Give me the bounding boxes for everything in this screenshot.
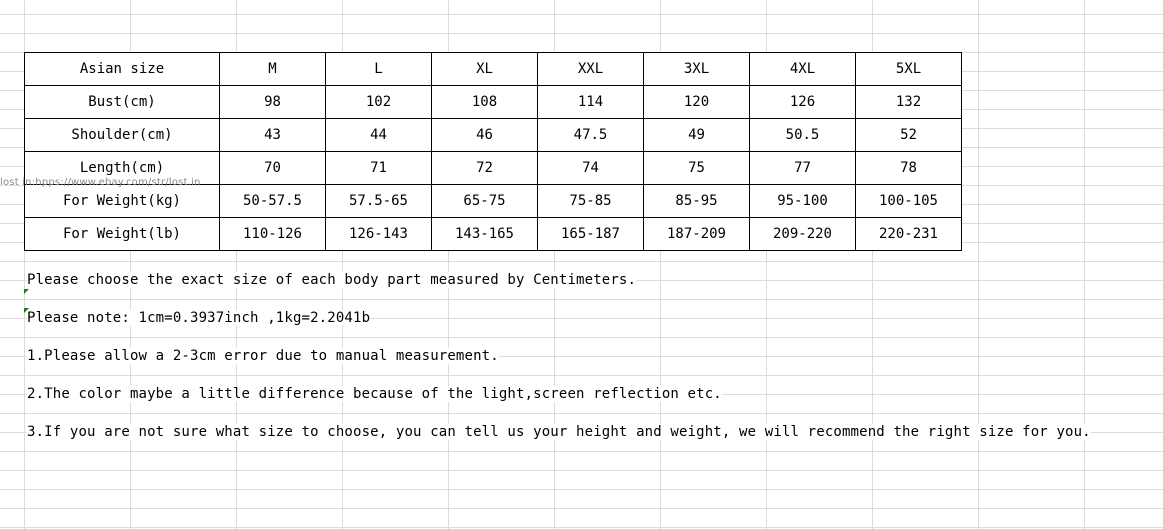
header-cell: 5XL	[856, 53, 962, 86]
table-cell: 120	[644, 86, 750, 119]
table-cell: 52	[856, 119, 962, 152]
table-cell: 46	[432, 119, 538, 152]
table-cell: 70	[220, 152, 326, 185]
row-label: Shoulder(cm)	[25, 119, 220, 152]
table-cell: 65-75	[432, 185, 538, 218]
comment-marker-icon	[24, 289, 29, 294]
row-label: For Weight(kg)	[25, 185, 220, 218]
header-cell: 3XL	[644, 53, 750, 86]
table-cell: 102	[326, 86, 432, 119]
table-cell: 187-209	[644, 218, 750, 251]
table-cell: 132	[856, 86, 962, 119]
table-cell: 85-95	[644, 185, 750, 218]
table-cell: 209-220	[750, 218, 856, 251]
note-measurement-error: 1.Please allow a 2-3cm error due to manual measurement.	[27, 348, 499, 364]
table-cell: 75-85	[538, 185, 644, 218]
header-cell: Asian size	[25, 53, 220, 86]
row-label: For Weight(lb)	[25, 218, 220, 251]
table-cell: 114	[538, 86, 644, 119]
table-cell: 78	[856, 152, 962, 185]
table-cell: 50-57.5	[220, 185, 326, 218]
note-color-difference: 2.The color maybe a little difference because of the light,screen reflection etc.	[27, 386, 722, 402]
table-cell: 44	[326, 119, 432, 152]
table-cell: 49	[644, 119, 750, 152]
row-label: Bust(cm)	[25, 86, 220, 119]
table-row	[25, 185, 962, 218]
table-header-row	[25, 53, 962, 86]
table-cell: 220-231	[856, 218, 962, 251]
table-cell: 98	[220, 86, 326, 119]
table-cell: 74	[538, 152, 644, 185]
note-size-recommendation: 3.If you are not sure what size to choose, you can tell us your height and weight, we will recommend the right size for you.	[27, 424, 1091, 440]
note-unit-conversion: Please note: 1cm=0.3937inch ,1kg=2.2041b	[27, 310, 371, 326]
table-row	[25, 86, 962, 119]
table-cell: 95-100	[750, 185, 856, 218]
size-chart-table	[24, 52, 962, 251]
table-cell: 143-165	[432, 218, 538, 251]
header-cell: L	[326, 53, 432, 86]
table-cell: 75	[644, 152, 750, 185]
table-cell: 108	[432, 86, 538, 119]
table-cell: 47.5	[538, 119, 644, 152]
table-cell: 57.5-65	[326, 185, 432, 218]
note-measure-instructions: Please choose the exact size of each body part measured by Centimeters.	[27, 272, 637, 288]
table-cell: 77	[750, 152, 856, 185]
table-cell: 71	[326, 152, 432, 185]
table-cell: 50.5	[750, 119, 856, 152]
table-cell: 126-143	[326, 218, 432, 251]
table-row	[25, 218, 962, 251]
row-label: Length(cm)	[25, 152, 220, 185]
header-cell: XXL	[538, 53, 644, 86]
table-cell: 100-105	[856, 185, 962, 218]
table-cell: 110-126	[220, 218, 326, 251]
header-cell: M	[220, 53, 326, 86]
table-row	[25, 119, 962, 152]
table-cell: 126	[750, 86, 856, 119]
header-cell: XL	[432, 53, 538, 86]
store-watermark: lost in:hpps://www.ebay.com/str/lost.in	[0, 177, 201, 188]
table-cell: 165-187	[538, 218, 644, 251]
table-cell: 72	[432, 152, 538, 185]
header-cell: 4XL	[750, 53, 856, 86]
table-cell: 43	[220, 119, 326, 152]
